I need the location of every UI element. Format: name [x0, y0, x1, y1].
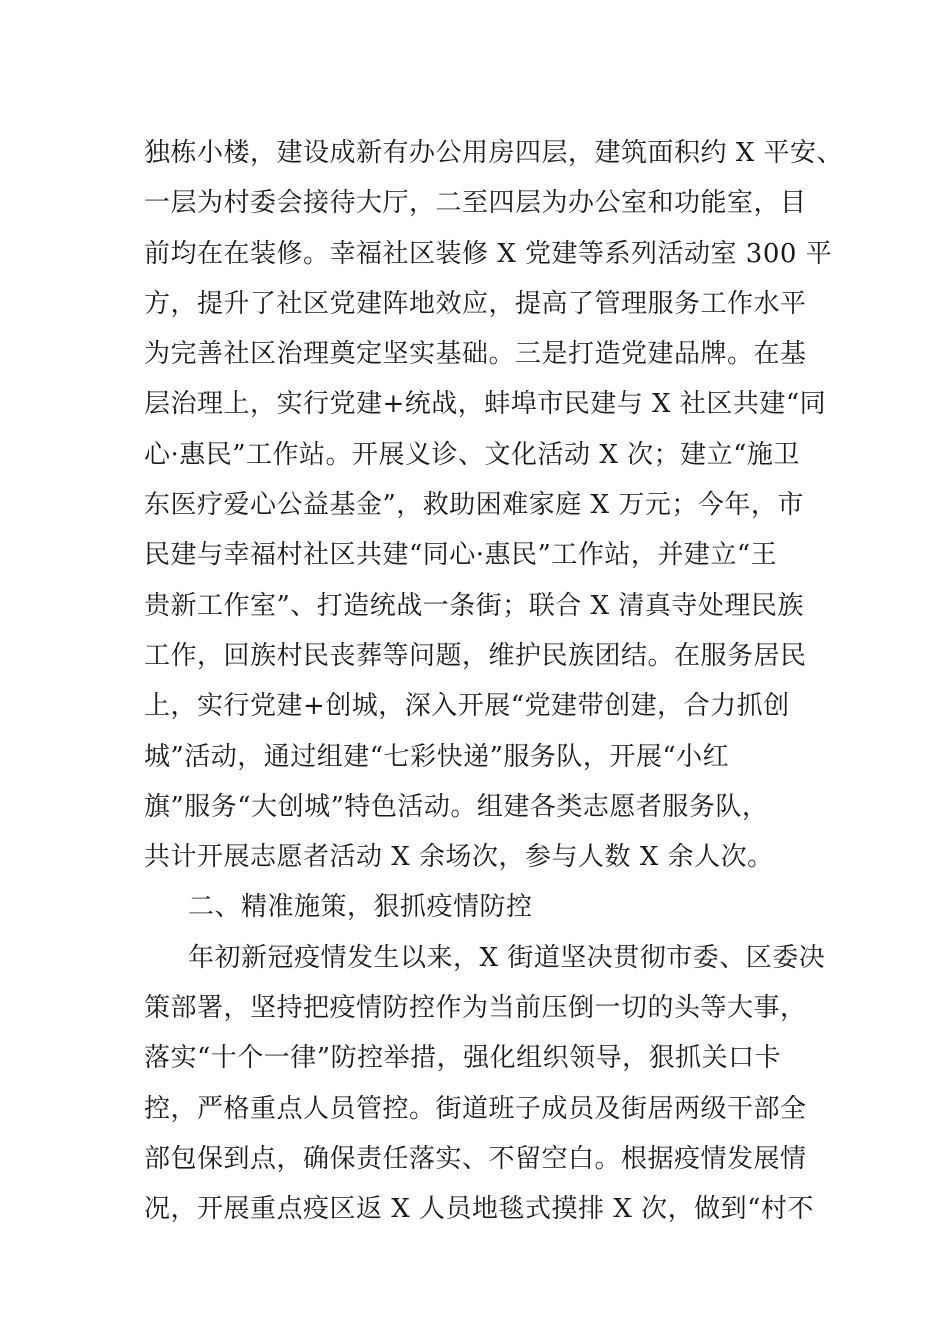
text-line: 策部署，坚持把疫情防控作为当前压倒一切的头等大事， — [144, 993, 807, 1024]
text-line: 落实“十个一律”防控举措，强化组织领导，狠抓关口卡 — [144, 1043, 782, 1074]
text-line: 城”活动，通过组建“七彩快递”服务队，开展“小红 — [144, 741, 730, 772]
document-body — [144, 128, 844, 1235]
text-line: 况，开展重点疫区返 X 人员地毯式摸排 X 次，做到“村不 — [144, 1194, 814, 1225]
text-line: 一层为村委会接待大厅，二至四层为办公室和功能室，目 — [144, 188, 807, 219]
paragraph-epidemic-control — [144, 933, 844, 1235]
text-line: 贵新工作室”、打造统战一条街；联合 X 清真寺处理民族 — [144, 590, 804, 621]
text-line: 东医疗爱心公益基金”，救助困难家庭 X 万元；今年，市 — [144, 490, 804, 521]
text-line: 年初新冠疫情发生以来，X 街道坚决贯彻市委、区委决 — [188, 942, 826, 973]
text-line: 工作，回族村民丧葬等问题，维护民族团结。在服务居民 — [144, 640, 807, 671]
text-line: 层治理上，实行党建+统战，蚌埠市民建与 X 社区共建“同 — [144, 389, 827, 420]
paragraph-community-building — [144, 128, 844, 882]
text-line: 二、精准施策，狠抓疫情防控 — [188, 892, 533, 923]
text-line: 为完善社区治理奠定坚实基础。三是打造党建品牌。在基 — [144, 339, 807, 370]
text-line: 上，实行党建+创城，深入开展“党建带创建，合力抓创 — [144, 691, 790, 722]
text-line: 共计开展志愿者活动 X 余场次，参与人数 X 余人次。 — [144, 842, 774, 873]
text-line: 心·惠民”工作站。开展义诊、文化活动 X 次；建立“施卫 — [144, 439, 800, 470]
text-line: 独栋小楼，建设成新有办公用房四层，建筑面积约 X 平安、 — [144, 138, 844, 168]
text-line: 旗”服务“大创城”特色活动。组建各类志愿者服务队， — [144, 791, 769, 822]
text-line: 控，严格重点人员管控。街道班子成员及街居两级干部全 — [144, 1093, 807, 1124]
text-line: 部包保到点，确保责任落实、不留空白。根据疫情发展情 — [144, 1143, 807, 1174]
text-line: 前均在在装修。幸福社区装修 X 党建等系列活动室 300 平 — [144, 238, 833, 269]
text-line: 民建与幸福村社区共建“同心·惠民”工作站，并建立“王 — [144, 540, 778, 571]
section-heading-epidemic — [144, 882, 844, 932]
text-line: 方，提升了社区党建阵地效应，提高了管理服务工作水平 — [144, 288, 807, 319]
